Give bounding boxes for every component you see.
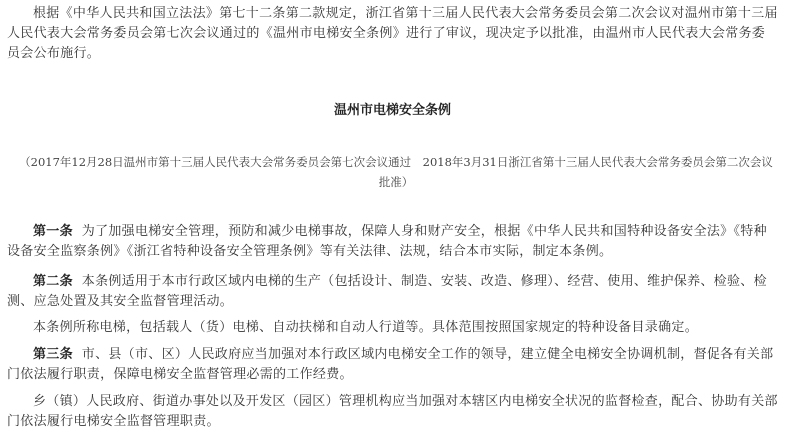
article-1 [7, 222, 778, 262]
document-title: 温州市电梯安全条例 [333, 103, 451, 118]
article-3 [7, 345, 778, 385]
article-2-text: 本条例适用于本市行政区域内电梯的生产（包括设计、制造、安装、改造、修理）、经营、使用、维护保养、检验、检测、应急处置及其安全监督管理活动。 [7, 274, 767, 309]
article-2-label: 第二条 [33, 274, 73, 289]
article-3-text: 市、县（市、区）人民政府应当加强对本行政区域内电梯安全工作的领导，建立健全电梯安全协调机制，督促各有关部门依法履行职责，保障电梯安全监督管理必需的工作经费。 [7, 347, 774, 382]
document-subtitle: （2017年12月28日温州市第十三届人民代表大会常务委员会第七次会议通过 2018年3月31日浙江省第十三届人民代表大会常务委员会第二次会议批准） [19, 155, 773, 189]
article-1-text: 为了加强电梯安全管理，预防和减少电梯事故，保障人身和财产安全，根据《中华人民共和国特种设备安全法》《特种设备安全监察条例》《浙江省特种设备安全管理条例》等有关法律、法规，结合本市实际，制定本条例。 [7, 224, 767, 259]
intro-paragraph: 根据《中华人民共和国立法法》第七十二条第二款规定，浙江省第十三届人民代表大会常务委员会第二次会议对温州市第十三届人民代表大会常务委员会第七次会议通过的《温州市电梯安全条例》进行了审议，现决定予以批准，由温州市人民代表大会常务委员会公布施行。 [7, 6, 778, 61]
article-3-label: 第三条 [33, 347, 73, 362]
article-3-paragraph-2: 乡（镇）人民政府、街道办事处以及开发区（园区）管理机构应当加强对本辖区内电梯安全状况的监督检查，配合、协助有关部门依法履行电梯安全监督管理职责。 [7, 394, 778, 429]
article-2-paragraph-2: 本条例所称电梯，包括载人（货）电梯、自动扶梯和自动人行道等。具体范围按照国家规定的特种设备目录确定。 [33, 320, 699, 335]
article-1-label: 第一条 [33, 224, 73, 239]
article-2 [7, 272, 778, 312]
